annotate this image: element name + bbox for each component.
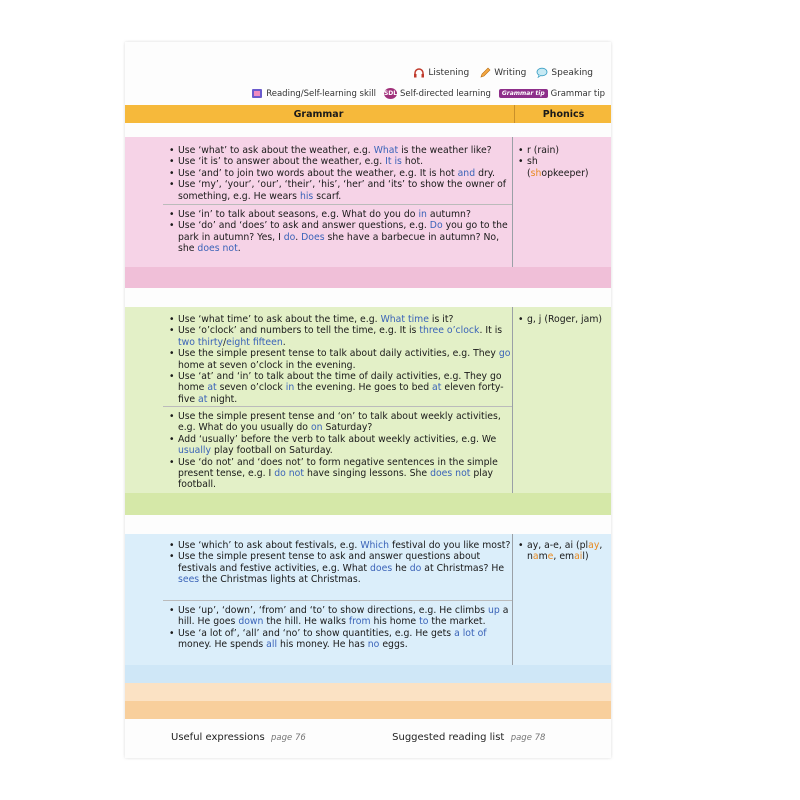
unit-band-green-footer <box>125 493 611 515</box>
column-divider <box>512 534 513 665</box>
speech-bubble-icon <box>536 67 548 78</box>
grammar-point: • Use ‘up’, ‘down’, ‘from’ and ‘to’ to show directions, e.g. He climbs up a hill. He goes down the hill. He walks from his home to the market. <box>178 605 512 628</box>
unit-band-peach <box>125 683 611 701</box>
legend-features <box>251 88 605 99</box>
grammar-point: • Use ‘in’ to talk about seasons, e.g. What do you do in autumn? <box>178 209 512 220</box>
row-divider <box>163 406 512 407</box>
grammar-point: • Use the simple present tense to talk about daily activities, e.g. They go home at seven o’clock in the evening. <box>178 348 512 371</box>
grammar-point: • Use ‘it is’ to answer about the weather, e.g. It is hot. <box>178 156 512 167</box>
phonics-cell <box>517 540 607 563</box>
legend-writing <box>479 67 526 78</box>
legend-grammar-tip-label: Grammar tip <box>550 88 605 99</box>
phonics-point: • sh (shopkeeper) <box>527 156 607 179</box>
grammar-point: • Use ‘do’ and ‘does’ to ask and answer questions, e.g. Do you go to the park in autumn? Yes, I do. Does she have a barbecue in autumn? No, she does not. <box>178 220 512 254</box>
useful-expressions-link[interactable] <box>171 732 309 743</box>
phonics-cell <box>517 145 607 179</box>
grammar-header: Grammar <box>293 108 344 120</box>
grammar-cell <box>168 540 512 586</box>
unit-band-peach-dark <box>125 701 611 719</box>
grammar-cell <box>168 145 512 202</box>
sdl-badge: SDL <box>383 90 398 97</box>
suggested-reading-label: Suggested reading list <box>392 732 505 743</box>
column-divider <box>512 137 513 267</box>
grammar-point: • Use the simple present tense and ‘on’ to talk about weekly activities, e.g. What do you usually do on Saturday? <box>178 411 512 434</box>
phonics-point: • r (rain) <box>527 145 607 156</box>
grammar-point: • Use ‘what’ to ask about the weather, e.g. What is the weather like? <box>178 145 512 156</box>
book-icon <box>251 88 263 99</box>
headphones-icon <box>413 67 425 78</box>
grammar-point: • Use ‘which’ to ask about festivals, e.g. Which festival do you like most? <box>178 540 512 551</box>
textbook-page <box>125 42 611 758</box>
phonics-point: • g, j (Roger, jam) <box>527 314 607 325</box>
legend-sdl-label: Self-directed learning <box>399 88 491 99</box>
phonics-header: Phonics <box>514 105 611 123</box>
unit-band-pink-footer <box>125 267 611 288</box>
grammar-point: • Use ‘my’, ‘your’, ‘our’, ‘their’, ‘his’, ‘her’ and ‘its’ to show the owner of something, e.g. He wears his scarf. <box>178 179 512 202</box>
legend-listening-label: Listening <box>428 67 470 78</box>
grammar-point: • Use ‘o’clock’ and numbers to tell the time, e.g. It is three o’clock. It is two thirty/eight fifteen. <box>178 325 512 348</box>
legend-skills <box>413 67 593 78</box>
grammar-cell <box>168 209 512 255</box>
useful-expressions-label: Useful expressions <box>171 732 265 743</box>
pencil-icon <box>479 67 491 78</box>
legend-reading-label: Reading/Self-learning skill <box>266 88 376 99</box>
grammar-tip-badge: Grammar tip <box>499 89 548 98</box>
grammar-point: • Use ‘and’ to join two words about the weather, e.g. It is hot and dry. <box>178 168 512 179</box>
suggested-reading-page: page 78 <box>510 733 546 743</box>
grammar-cell <box>168 314 512 405</box>
column-divider <box>512 307 513 493</box>
legend-sdl <box>384 88 491 99</box>
grammar-point: • Use the simple present tense to ask and answer questions about festivals and festive activities, e.g. What does he do at Christmas? He sees the Christmas lights at Christmas. <box>178 551 512 585</box>
phonics-cell <box>517 314 607 325</box>
grammar-cell <box>168 411 512 491</box>
useful-expressions-page: page 76 <box>271 733 306 743</box>
row-divider <box>163 204 512 205</box>
unit-band-blue-mid <box>125 665 611 683</box>
page-footer <box>171 732 591 743</box>
grammar-point: • Add ‘usually’ before the verb to talk about weekly activities, e.g. We usually play football on Saturday. <box>178 434 512 457</box>
row-divider <box>163 600 512 601</box>
grammar-cell <box>168 605 512 651</box>
suggested-reading-link[interactable] <box>392 732 545 743</box>
table-header <box>125 105 611 123</box>
legend-speaking-label: Speaking <box>551 67 593 78</box>
legend-grammar-tip <box>499 89 605 99</box>
legend-speaking <box>536 67 593 78</box>
grammar-point: • Use ‘do not’ and ‘does not’ to form negative sentences in the simple present tense, e.g. I do not have singing lessons. She does not play football. <box>178 457 512 491</box>
grammar-point: • Use ‘a lot of’, ‘all’ and ‘no’ to show quantities, e.g. He gets a lot of money. He spends all his money. He has no eggs. <box>178 628 512 651</box>
phonics-point: • ay, a-e, ai (play, name, email) <box>527 540 607 563</box>
grammar-point: • Use ‘what time’ to ask about the time, e.g. What time is it? <box>178 314 512 325</box>
legend-listening <box>413 67 469 78</box>
legend-reading <box>251 88 376 99</box>
grammar-point: • Use ‘at’ and ‘in’ to talk about the time of daily activities, e.g. They go home at seven o’clock in the evening. He goes to bed at eleven forty-five at night. <box>178 371 512 405</box>
legend-writing-label: Writing <box>494 67 527 78</box>
